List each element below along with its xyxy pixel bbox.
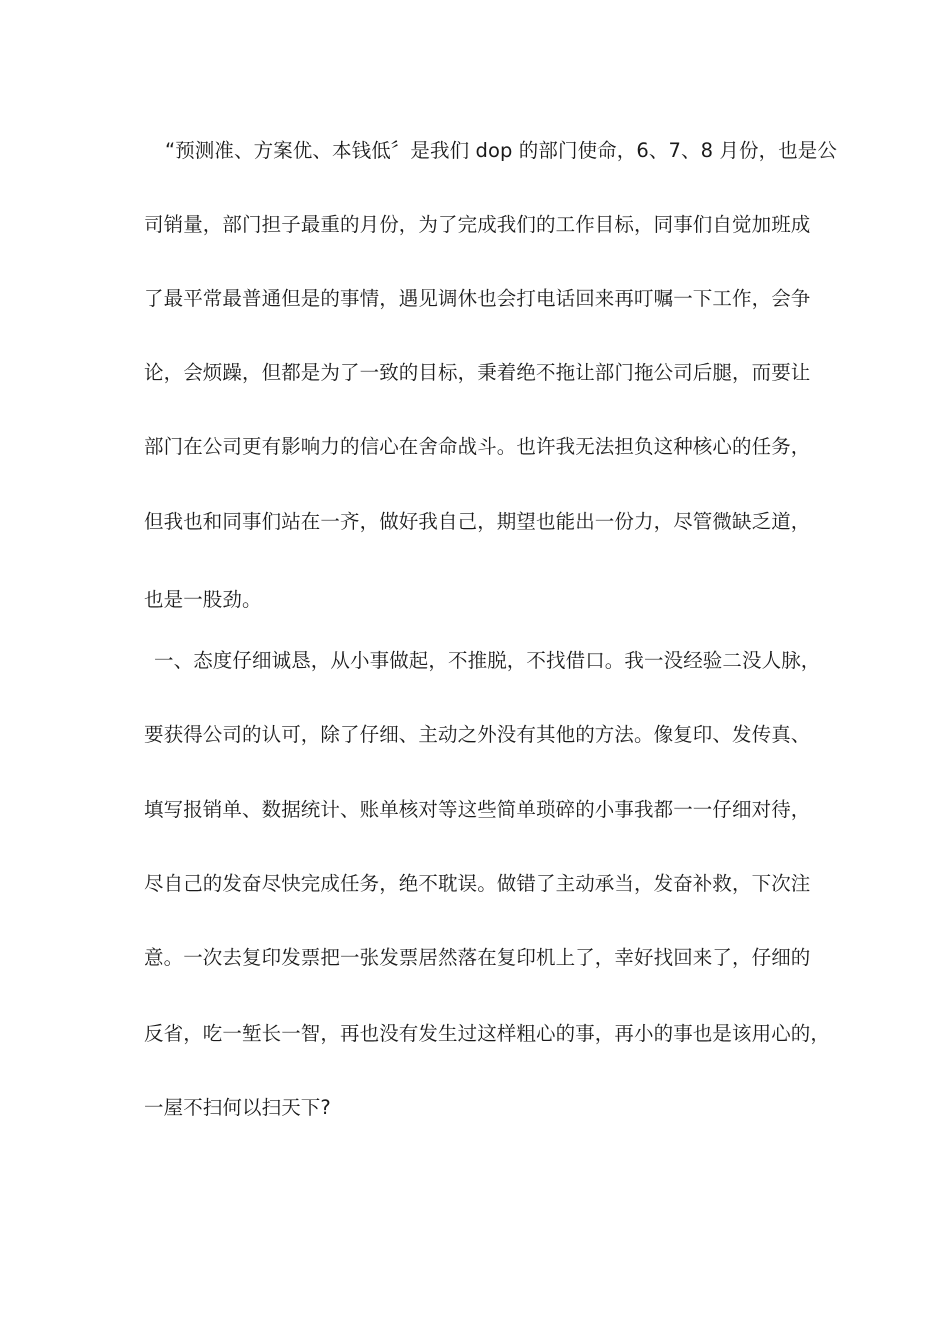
paragraph-2-line-3: 填写报销单、数据统计、账单核对等这些简单琐碎的小事我都一一仔细对待， <box>144 798 811 821</box>
paragraph-2-line-4: 尽自己的发奋尽快完成任务，绝不耽误。做错了主动承当，发奋补救，下次注 <box>144 872 811 895</box>
paragraph-2-line-6: 反省，吃一堑长一智，再也没有发生过这样粗心的事，再小的事也是该用心的， <box>144 1022 831 1045</box>
paragraph-1-line-7: 也是一股劲。 <box>144 588 262 611</box>
paragraph-1-line-3: 了最平常最普通但是的事情，遇见调休也会打电话回来再叮嘱一下工作，会争 <box>144 287 811 310</box>
paragraph-2-line-5: 意。一次去复印发票把一张发票居然落在复印机上了，幸好找回来了，仔细的 <box>144 946 811 969</box>
paragraph-1-line-6: 但我也和同事们站在一齐，做好我自己，期望也能出一份力，尽管微缺乏道， <box>144 510 811 533</box>
paragraph-1-line-1: “预测准、方案优、本钱低〞是我们 dop 的部门使命，6、7、8 月份，也是公 <box>165 139 838 162</box>
paragraph-1-line-5: 部门在公司更有影响力的信心在舍命战斗。也许我无法担负这种核心的任务， <box>144 435 811 458</box>
paragraph-1-line-4: 论，会烦躁，但都是为了一致的目标，秉着绝不拖让部门拖公司后腿，而要让 <box>144 361 811 384</box>
paragraph-2-line-1: 一、态度仔细诚恳，从小事做起，不推脱，不找借口。我一没经验二没人脉， <box>154 649 821 672</box>
paragraph-2-line-7: 一屋不扫何以扫天下? <box>144 1096 331 1119</box>
paragraph-1-line-2: 司销量，部门担子最重的月份，为了完成我们的工作目标，同事们自觉加班成 <box>144 213 811 236</box>
paragraph-2-line-2: 要获得公司的认可，除了仔细、主动之外没有其他的方法。像复印、发传真、 <box>144 723 811 746</box>
